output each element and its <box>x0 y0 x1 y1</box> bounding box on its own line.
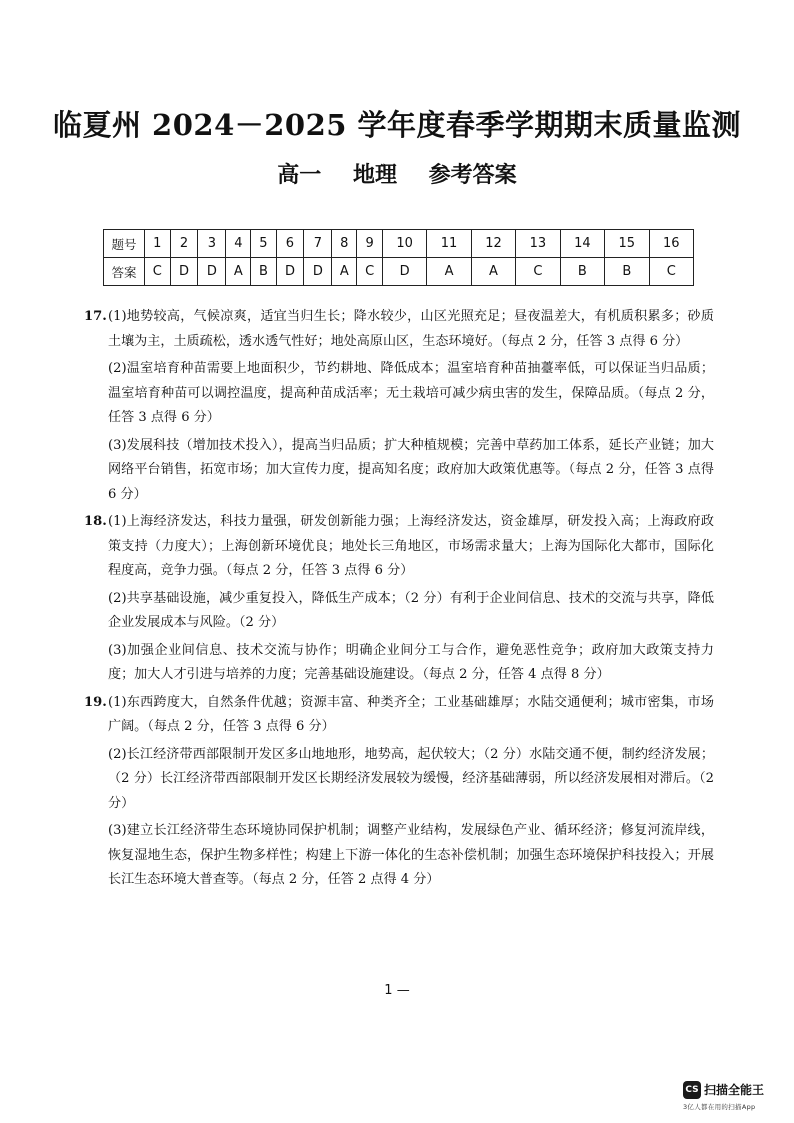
brand-tagline: 3亿人都在用的扫描App <box>683 1102 756 1111</box>
question-number-cell: 9 <box>357 230 383 258</box>
question-number-cell: 8 <box>332 230 357 258</box>
question-number-cell: 16 <box>649 230 694 258</box>
subtitle-grade: 高一 <box>277 163 322 188</box>
answer-cell: A <box>332 258 357 286</box>
question-number-cell: 4 <box>226 230 251 258</box>
answer-cell: C <box>145 258 171 286</box>
answer-part: (2)共享基础设施，减少重复投入，降低生产成本；（2 分）有利于企业间信息、技术的交流与共享，降低企业发展成本与风险。（2 分） <box>108 590 714 630</box>
question-number-cell: 1 <box>145 230 171 258</box>
question-number-cell: 6 <box>276 230 304 258</box>
answer-part: (3)建立长江经济带生态环境协同保护机制；调整产业结构，发展绿色产业、循环经济；修复河流岸线，恢复湿地生态，保护生物多样性；构建上下游一体化的生态补偿机制；加强生态环境保护科技投入；开展长江生态环境大普查等。（每点 2 分，任答 2 点得 4 分） <box>108 823 714 887</box>
answer-cell: D <box>382 258 426 286</box>
answer-table-number-row <box>104 230 694 258</box>
subtitle-subject: 地理 <box>352 163 397 188</box>
question-number: 17. <box>84 309 107 324</box>
answer-table <box>103 229 694 286</box>
answer-cell: C <box>357 258 383 286</box>
question-block <box>84 691 714 893</box>
brand-name: 扫描全能王 <box>704 1083 765 1097</box>
scanner-watermark <box>683 1079 791 1111</box>
row-label-answer: 答案 <box>104 258 145 286</box>
page-number: 1 — <box>384 983 410 998</box>
answer-content <box>84 305 714 896</box>
question-number-cell: 11 <box>427 230 471 258</box>
question-number-cell: 2 <box>170 230 198 258</box>
answer-cell: D <box>198 258 226 286</box>
row-label-number: 题号 <box>104 230 145 258</box>
answer-cell: B <box>560 258 604 286</box>
answer-part: (1)上海经济发达，科技力量强，研发创新能力强；上海经济发达，资金雄厚，研发投入高；上海政府政策支持（力度大）；上海创新环境优良；地处长三角地区，市场需求量大；上海为国际化大都市，国际化程度高，竞争力强。（每点 2 分，任答 3 点得 6 分） <box>108 514 714 578</box>
answer-cell: B <box>605 258 649 286</box>
question-number: 18. <box>84 514 107 529</box>
answer-cell: C <box>649 258 694 286</box>
answer-part: (1)东西跨度大，自然条件优越；资源丰富、种类齐全；工业基础雄厚；水陆交通便利；城市密集，市场广阔。（每点 2 分，任答 3 点得 6 分） <box>108 694 714 734</box>
question-number-cell: 3 <box>198 230 226 258</box>
answer-cell: A <box>471 258 515 286</box>
answer-cell: A <box>226 258 251 286</box>
answer-part: (2)长江经济带西部限制开发区多山地地形，地势高，起伏较大；（2 分）水陆交通不便，制约经济发展；（2 分）长江经济带西部限制开发区长期经济发展较为缓慢，经济基础薄弱，所以经济发展相对滞后。（2 分） <box>108 746 714 811</box>
answer-part: (2)温室培育种苗需要上地面积少，节约耕地、降低成本；温室培育种苗抽薹率低，可以保证当归品质；温室培育种苗可以调控温度，提高种苗成活率；无土栽培可减少病虫害的发生，保障品质。（每点 2 分，任答 3 点得 6 分） <box>108 361 714 425</box>
question-number-cell: 7 <box>304 230 332 258</box>
question-number-cell: 13 <box>516 230 560 258</box>
answer-cell: C <box>516 258 560 286</box>
question-number: 19. <box>84 694 107 710</box>
answer-table-answer-row <box>104 258 694 286</box>
question-number-cell: 15 <box>605 230 649 258</box>
question-block <box>84 510 714 688</box>
answer-cell: B <box>251 258 276 286</box>
answer-cell: D <box>276 258 304 286</box>
subtitle-kind: 参考答案 <box>428 163 517 188</box>
page-subtitle <box>0 158 794 189</box>
question-number-cell: 12 <box>471 230 515 258</box>
question-block <box>84 305 714 507</box>
answer-cell: D <box>304 258 332 286</box>
camscanner-logo-icon: CS <box>683 1081 701 1099</box>
question-number-cell: 14 <box>560 230 604 258</box>
question-number-cell: 5 <box>251 230 276 258</box>
answer-cell: D <box>170 258 198 286</box>
answer-part: (3)发展科技（增加技术投入），提高当归品质；扩大种植规模；完善中草药加工体系，延长产业链；加大网络平台销售，拓宽市场；加大宣传力度，提高知名度；政府加大政策优惠等。（每点 2 分，任答 3 点得 6 分） <box>108 437 714 502</box>
page-title: 临夏州 2024－2025 学年度春季学期期末质量监测 <box>52 108 742 142</box>
answer-part: (1)地势较高，气候凉爽，适宜当归生长；降水较少，山区光照充足；昼夜温差大，有机质积累多；砂质土壤为主，土质疏松，透水透气性好；地处高原山区，生态环境好。（每点 2 分，任答 3 点得 6 分） <box>108 309 714 349</box>
question-number-cell: 10 <box>382 230 426 258</box>
answer-cell: A <box>427 258 471 286</box>
answer-part: (3)加强企业间信息、技术交流与协作；明确企业间分工与合作，避免恶性竞争；政府加大政策支持力度；加大人才引进与培养的力度；完善基础设施建设。（每点 2 分，任答 4 点得 8 分） <box>108 642 714 682</box>
